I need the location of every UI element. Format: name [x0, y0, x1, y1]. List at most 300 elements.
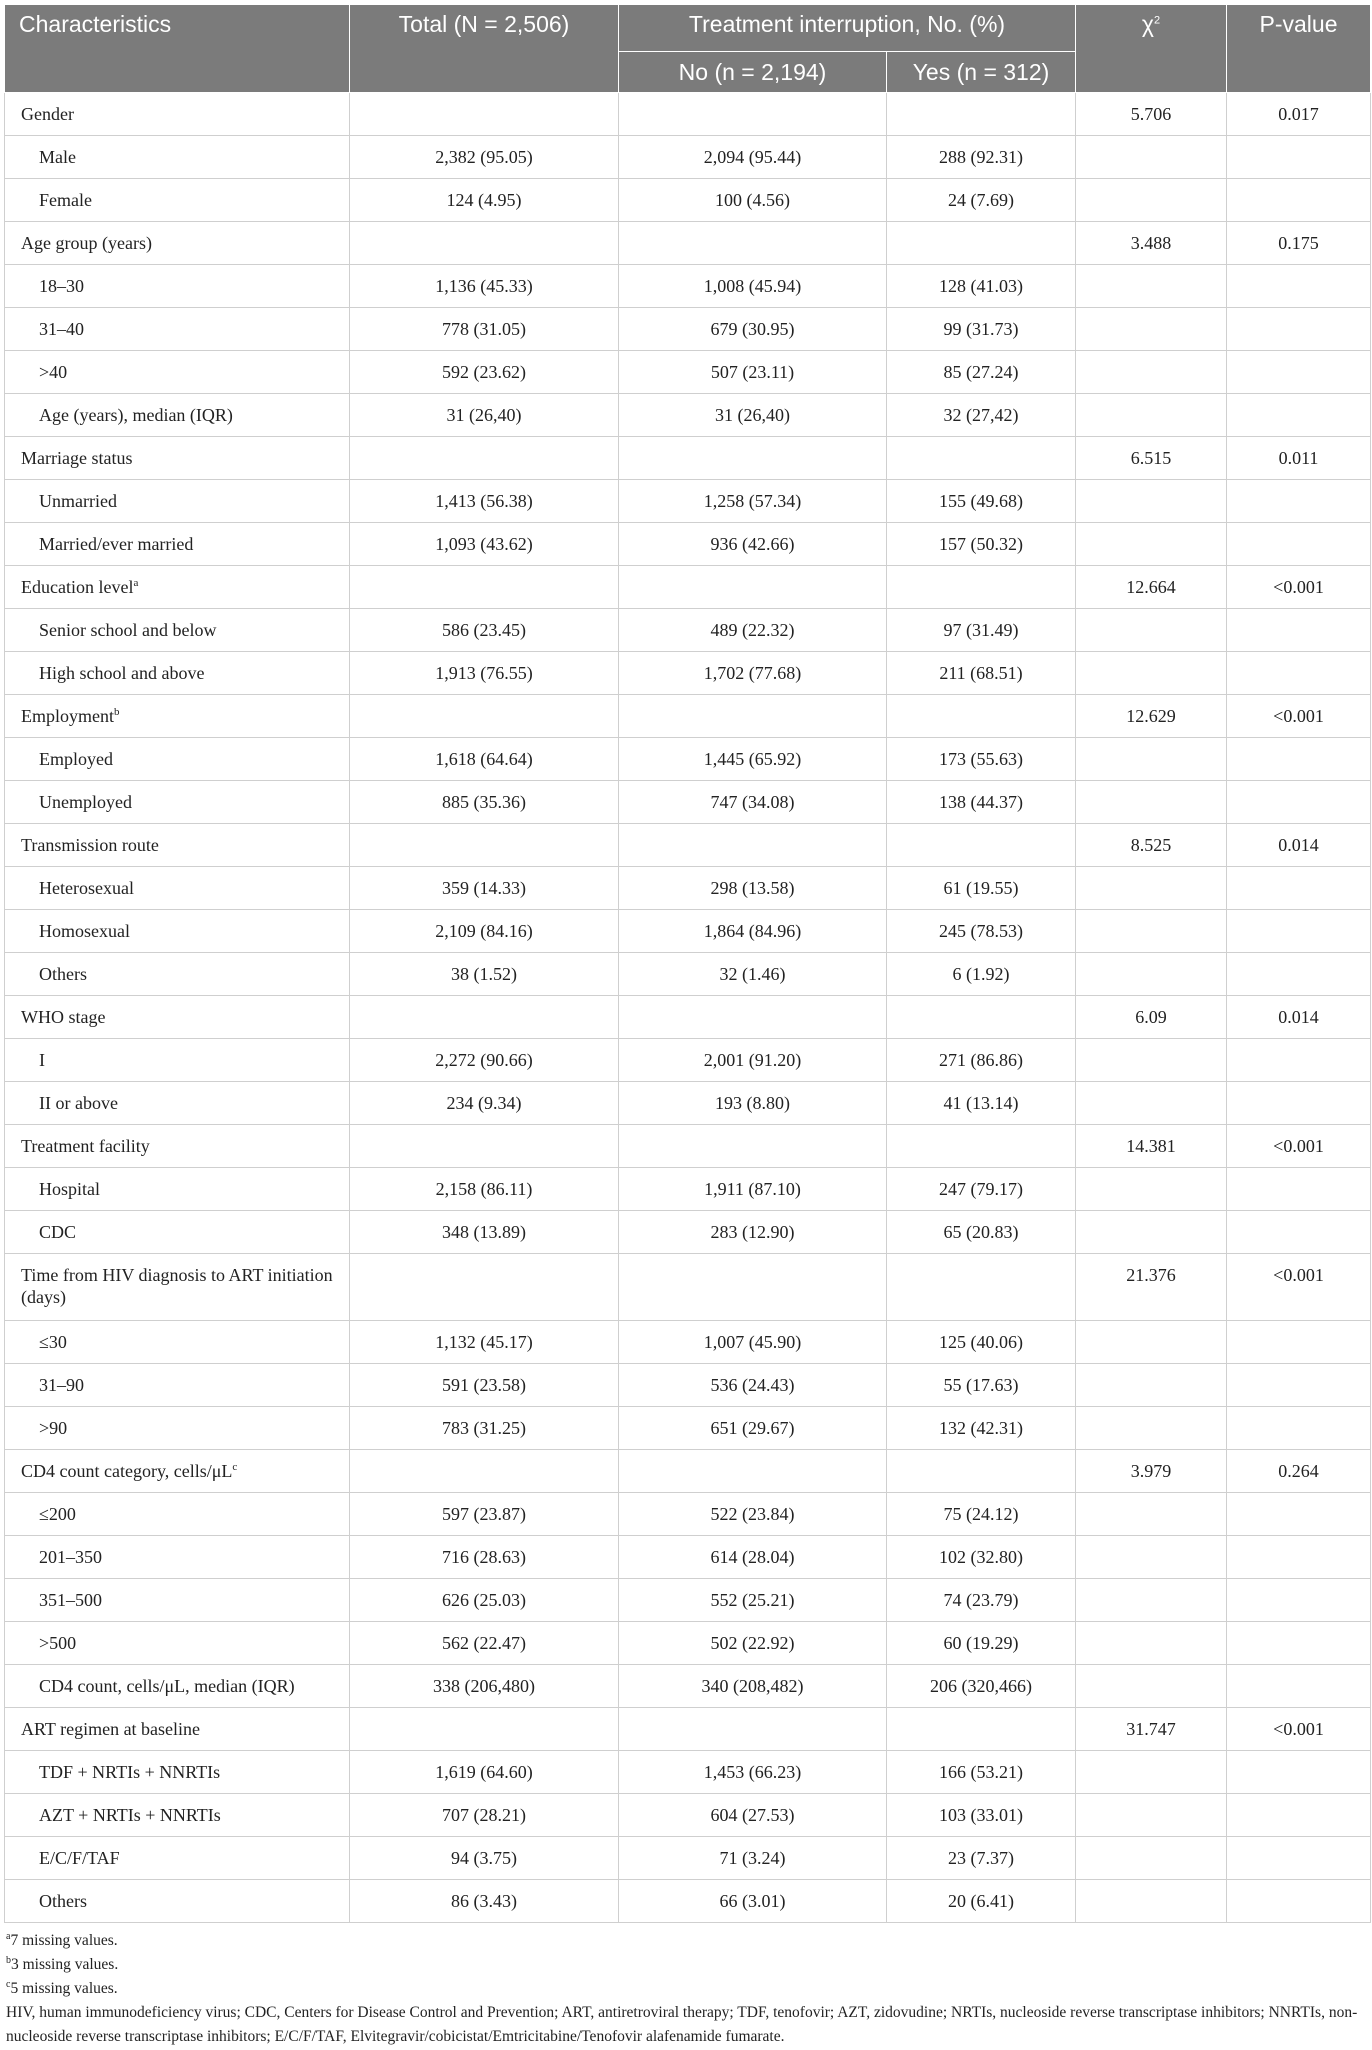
cell-total	[350, 1880, 619, 1923]
cell-no	[619, 1125, 887, 1168]
row-label-value: Employment	[21, 706, 114, 726]
cell-total-text	[350, 1321, 618, 1353]
cell-chi-square-text	[1076, 523, 1226, 533]
cell-chi-square-text	[1076, 1364, 1226, 1374]
table-row	[5, 1493, 1371, 1536]
cell-chi-square-text	[1076, 308, 1226, 318]
cell-no-value: 614 (28.04)	[710, 1547, 795, 1567]
cell-p-value	[1227, 910, 1371, 953]
cell-no-text	[619, 1794, 886, 1826]
cell-total-text	[350, 996, 618, 1006]
cell-yes	[887, 910, 1076, 953]
row-label-value: Homosexual	[39, 921, 130, 941]
row-label-value: TDF + NRTIs + NNRTIs	[39, 1762, 221, 1782]
row-label-value: Hospital	[39, 1179, 100, 1199]
cell-yes	[887, 1321, 1076, 1364]
cell-total	[350, 824, 619, 867]
table-row	[5, 523, 1371, 566]
cell-p-value-value: 0.017	[1278, 104, 1319, 124]
cell-no-text	[619, 824, 886, 834]
cell-total-value: 86 (3.43)	[451, 1891, 517, 1911]
cell-p-value	[1227, 480, 1371, 523]
row-label-value: II or above	[39, 1093, 118, 1113]
cell-chi-square-value: 21.376	[1126, 1265, 1176, 1285]
cell-total-text	[350, 867, 618, 899]
cell-yes	[887, 437, 1076, 480]
row-label-text	[39, 781, 349, 813]
row-label-text	[39, 523, 349, 555]
row-label-value: 351–500	[39, 1590, 102, 1610]
cell-no-text	[619, 1364, 886, 1396]
cell-no-text	[619, 179, 886, 211]
cell-yes-text	[887, 1493, 1075, 1525]
cell-total	[350, 1321, 619, 1364]
footnote	[6, 1977, 1370, 2001]
cell-chi-square	[1076, 609, 1227, 652]
cell-yes	[887, 308, 1076, 351]
cell-p-value	[1227, 1039, 1371, 1082]
cell-p-value	[1227, 996, 1371, 1039]
table-row	[5, 996, 1371, 1039]
cell-no	[619, 1321, 887, 1364]
row-label-value: >500	[39, 1633, 77, 1653]
cell-p-value-text	[1227, 437, 1370, 469]
cell-total-value: 94 (3.75)	[451, 1848, 517, 1868]
cell-total-text	[350, 1450, 618, 1460]
cell-total-text	[350, 1082, 618, 1114]
row-label-value: Age (years), median (IQR)	[39, 405, 233, 425]
row-label-text	[21, 695, 349, 727]
cell-yes-text	[887, 1450, 1075, 1460]
cell-total	[350, 308, 619, 351]
cell-no-text	[619, 910, 886, 942]
cell-no	[619, 824, 887, 867]
cell-no-value: 1,911 (87.10)	[704, 1179, 801, 1199]
cell-chi-square	[1076, 136, 1227, 179]
row-label-value: ART regimen at baseline	[21, 1719, 201, 1739]
cell-no-text	[619, 1125, 886, 1135]
cell-yes-text	[887, 695, 1075, 705]
cell-yes-value: 97 (31.49)	[943, 620, 1019, 640]
cell-chi-square-text	[1076, 781, 1226, 791]
footnote-text: HIV, human immunodeficiency virus; CDC, Centers for Disease Control and Prevention; ART, antiretroviral therapy; TDF, tenofovir; AZT, zidovudine; NRTIs, nucleoside reverse transcriptase inhibitors; NNRTIs, non-nucleoside reverse transcriptase inhibitors; E/C/F/TAF, Elvitegravir/cobicistat/Emtricitabine/Tenofovir alafenamide fumarate.	[6, 2004, 1358, 2045]
cell-total	[350, 1168, 619, 1211]
table-row	[5, 1364, 1371, 1407]
cell-chi-square-value: 31.747	[1126, 1719, 1176, 1739]
row-label	[5, 996, 350, 1039]
cell-no	[619, 480, 887, 523]
cell-chi-square-text	[1076, 566, 1226, 598]
cell-total	[350, 437, 619, 480]
cell-yes-text	[887, 265, 1075, 297]
cell-total-value: 2,382 (95.05)	[435, 147, 533, 167]
cell-yes-text	[887, 437, 1075, 447]
table-row	[5, 222, 1371, 265]
cell-total	[350, 265, 619, 308]
cell-total-value: 124 (4.95)	[446, 190, 522, 210]
cell-yes-value: 85 (27.24)	[943, 362, 1019, 382]
cell-yes-text	[887, 1579, 1075, 1611]
cell-no-text	[619, 1321, 886, 1353]
cell-no	[619, 222, 887, 265]
cell-no	[619, 910, 887, 953]
cell-yes-value: 132 (42.31)	[939, 1418, 1023, 1438]
cell-total-text	[350, 1880, 618, 1912]
row-label-value: Senior school and below	[39, 620, 217, 640]
cell-total	[350, 867, 619, 910]
row-label-value: CDC	[39, 1222, 77, 1242]
row-label-text	[39, 1622, 349, 1654]
cell-chi-square-text	[1076, 179, 1226, 189]
cell-no-value: 1,007 (45.90)	[703, 1332, 802, 1352]
cell-chi-square-text	[1076, 394, 1226, 404]
row-label-text	[39, 1837, 349, 1869]
cell-yes	[887, 1837, 1076, 1880]
cell-no-text	[619, 1665, 886, 1697]
cell-yes-text	[887, 523, 1075, 555]
header-chi-square	[1076, 5, 1227, 93]
cell-yes	[887, 1794, 1076, 1837]
cell-total	[350, 953, 619, 996]
row-label-text	[39, 308, 349, 340]
cell-no	[619, 523, 887, 566]
cell-yes-value: 173 (55.63)	[939, 749, 1023, 769]
cell-no-value: 298 (13.58)	[710, 878, 795, 898]
cell-no-text	[619, 480, 886, 512]
cell-total-text	[350, 93, 618, 103]
cell-no-value: 71 (3.24)	[719, 1848, 786, 1868]
cell-yes	[887, 1622, 1076, 1665]
cell-p-value-value: 0.014	[1278, 835, 1319, 855]
cell-no	[619, 1837, 887, 1880]
row-label	[5, 1321, 350, 1364]
row-label-text	[39, 1665, 349, 1697]
cell-total-text	[350, 1751, 618, 1783]
cell-chi-square	[1076, 265, 1227, 308]
footnote-superscript: a	[6, 1930, 11, 1942]
cell-total	[350, 394, 619, 437]
row-label-value: Time from HIV diagnosis to ART initiation (days)	[21, 1265, 333, 1307]
footnote-superscript: b	[6, 1954, 11, 1966]
cell-total	[350, 1125, 619, 1168]
table-row	[5, 1125, 1371, 1168]
cell-p-value-value: <0.001	[1273, 706, 1324, 726]
row-label-value: Age group (years)	[21, 233, 152, 253]
cell-total	[350, 1450, 619, 1493]
cell-no-text	[619, 1168, 886, 1200]
cell-p-value	[1227, 1579, 1371, 1622]
cell-total-value: 597 (23.87)	[442, 1504, 526, 1524]
row-label-value: 201–350	[39, 1547, 102, 1567]
row-label-value: Others	[39, 964, 87, 984]
cell-p-value	[1227, 1622, 1371, 1665]
cell-chi-square-text	[1076, 480, 1226, 490]
cell-p-value-text	[1227, 1407, 1370, 1417]
row-label	[5, 1168, 350, 1211]
row-label	[5, 1493, 350, 1536]
row-label	[5, 781, 350, 824]
table-row	[5, 179, 1371, 222]
cell-p-value	[1227, 1321, 1371, 1364]
row-label-text	[21, 996, 349, 1028]
cell-total-value: 348 (13.89)	[442, 1222, 526, 1242]
cell-no	[619, 1450, 887, 1493]
table-row	[5, 1837, 1371, 1880]
header-yes: Yes (n = 312)	[887, 52, 1076, 93]
row-label-text	[39, 1493, 349, 1525]
cell-no	[619, 1039, 887, 1082]
cell-yes	[887, 1364, 1076, 1407]
cell-total	[350, 136, 619, 179]
cell-chi-square	[1076, 1364, 1227, 1407]
cell-chi-square	[1076, 824, 1227, 867]
cell-p-value	[1227, 867, 1371, 910]
cell-no-value: 502 (22.92)	[710, 1633, 795, 1653]
cell-no-value: 489 (22.32)	[710, 620, 795, 640]
footnote-text: 5 missing values.	[10, 1980, 118, 1997]
cell-p-value	[1227, 179, 1371, 222]
row-label-value: Heterosexual	[39, 878, 134, 898]
cell-no	[619, 1579, 887, 1622]
cell-yes-value: 20 (6.41)	[948, 1891, 1014, 1911]
cell-p-value-text	[1227, 1211, 1370, 1221]
cell-no	[619, 308, 887, 351]
cell-chi-square-text	[1076, 609, 1226, 619]
cell-chi-square-text	[1076, 1254, 1226, 1286]
cell-yes-text	[887, 308, 1075, 340]
cell-yes-value: 155 (49.68)	[939, 491, 1023, 511]
row-label-text	[39, 609, 349, 641]
cell-p-value-text	[1227, 480, 1370, 490]
cell-no	[619, 1407, 887, 1450]
cell-p-value-text	[1227, 1837, 1370, 1847]
cell-total-value: 2,158 (86.11)	[435, 1179, 533, 1199]
cell-chi-square	[1076, 1536, 1227, 1579]
cell-yes-text	[887, 824, 1075, 834]
cell-no	[619, 1794, 887, 1837]
cell-chi-square	[1076, 1168, 1227, 1211]
cell-chi-square-text	[1076, 1493, 1226, 1503]
row-label-value: 31–40	[39, 319, 84, 339]
cell-no-text	[619, 351, 886, 383]
cell-yes-value: 55 (17.63)	[943, 1375, 1019, 1395]
row-label	[5, 480, 350, 523]
cell-p-value	[1227, 695, 1371, 738]
cell-chi-square-text	[1076, 1321, 1226, 1331]
table-row	[5, 93, 1371, 136]
cell-yes	[887, 824, 1076, 867]
cell-chi-square-text	[1076, 867, 1226, 877]
cell-no-text	[619, 308, 886, 340]
cell-yes-text	[887, 1082, 1075, 1114]
cell-total-value: 562 (22.47)	[442, 1633, 526, 1653]
cell-chi-square-text	[1076, 1794, 1226, 1804]
cell-yes	[887, 738, 1076, 781]
row-label	[5, 1082, 350, 1125]
cell-chi-square-text	[1076, 265, 1226, 275]
row-label-text	[39, 265, 349, 297]
cell-yes-value: 245 (78.53)	[939, 921, 1023, 941]
cell-total-text	[350, 1536, 618, 1568]
cell-no	[619, 1622, 887, 1665]
cell-no	[619, 1082, 887, 1125]
cell-total-value: 1,132 (45.17)	[435, 1332, 533, 1352]
table-row	[5, 351, 1371, 394]
cell-no-text	[619, 1407, 886, 1439]
row-label	[5, 1407, 350, 1450]
cell-p-value	[1227, 738, 1371, 781]
row-label-text	[21, 1254, 349, 1308]
cell-no-text	[619, 1880, 886, 1912]
cell-yes-text	[887, 953, 1075, 985]
row-label	[5, 437, 350, 480]
cell-total-text	[350, 1837, 618, 1869]
cell-chi-square	[1076, 93, 1227, 136]
cell-p-value-value: <0.001	[1273, 1719, 1324, 1739]
row-label-text	[39, 480, 349, 512]
cell-total-text	[350, 1622, 618, 1654]
cell-no	[619, 566, 887, 609]
row-label-text	[39, 1364, 349, 1396]
header-chi-superscript: 2	[1153, 14, 1161, 27]
cell-chi-square	[1076, 1751, 1227, 1794]
cell-no	[619, 1751, 887, 1794]
cell-total-value: 591 (23.58)	[442, 1375, 526, 1395]
cell-yes	[887, 1082, 1076, 1125]
cell-p-value-text	[1227, 1168, 1370, 1178]
cell-total-text	[350, 1364, 618, 1396]
footnote-text: 3 missing values.	[11, 1956, 119, 1973]
row-label-value: E/C/F/TAF	[39, 1848, 120, 1868]
cell-total-text	[350, 179, 618, 211]
cell-chi-square-text	[1076, 1536, 1226, 1546]
cell-total	[350, 996, 619, 1039]
cell-yes-text	[887, 1364, 1075, 1396]
cell-yes	[887, 1407, 1076, 1450]
cell-total-value: 31 (26,40)	[446, 405, 522, 425]
cell-yes	[887, 1493, 1076, 1536]
row-label	[5, 136, 350, 179]
cell-total-text	[350, 1168, 618, 1200]
cell-yes-value: 61 (19.55)	[943, 878, 1019, 898]
cell-total-text	[350, 1254, 618, 1264]
cell-no-value: 100 (4.56)	[715, 190, 790, 210]
cell-no	[619, 609, 887, 652]
cell-yes-text	[887, 652, 1075, 684]
cell-yes	[887, 566, 1076, 609]
cell-p-value	[1227, 265, 1371, 308]
cell-yes-value: 103 (33.01)	[939, 1805, 1023, 1825]
cell-chi-square	[1076, 1837, 1227, 1880]
row-label-text	[21, 93, 349, 125]
table-row	[5, 1211, 1371, 1254]
cell-total-value: 716 (28.63)	[442, 1547, 526, 1567]
cell-p-value	[1227, 1407, 1371, 1450]
row-label	[5, 1751, 350, 1794]
cell-chi-square	[1076, 1665, 1227, 1708]
row-label-value: Treatment facility	[21, 1136, 150, 1156]
cell-no-value: 747 (34.08)	[710, 792, 795, 812]
table-row	[5, 1665, 1371, 1708]
cell-total	[350, 1364, 619, 1407]
cell-yes	[887, 781, 1076, 824]
cell-no-text	[619, 1493, 886, 1525]
cell-total	[350, 1082, 619, 1125]
cell-chi-square	[1076, 1880, 1227, 1923]
row-label	[5, 566, 350, 609]
cell-no-value: 2,094 (95.44)	[703, 147, 802, 167]
table-row	[5, 652, 1371, 695]
cell-no-text	[619, 738, 886, 770]
table-row	[5, 1321, 1371, 1364]
cell-total-text	[350, 1039, 618, 1071]
cell-yes	[887, 222, 1076, 265]
row-label-text	[21, 566, 349, 598]
row-label	[5, 738, 350, 781]
row-label-text	[39, 652, 349, 684]
table-row	[5, 1450, 1371, 1493]
cell-p-value-value: <0.001	[1273, 1265, 1324, 1285]
row-label	[5, 1794, 350, 1837]
row-label-text	[39, 1751, 349, 1783]
cell-total-value: 885 (35.36)	[442, 792, 526, 812]
cell-chi-square-value: 3.488	[1130, 233, 1172, 253]
row-label	[5, 652, 350, 695]
cell-p-value-text	[1227, 1708, 1370, 1740]
row-label-value: Male	[39, 147, 76, 167]
cell-no-text	[619, 1039, 886, 1071]
cell-total-text	[350, 394, 618, 426]
cell-yes-value: 102 (32.80)	[939, 1547, 1023, 1567]
cell-yes	[887, 1254, 1076, 1321]
row-label	[5, 523, 350, 566]
cell-no-text	[619, 1708, 886, 1718]
cell-yes	[887, 1125, 1076, 1168]
cell-p-value-text	[1227, 1082, 1370, 1092]
cell-chi-square	[1076, 1254, 1227, 1321]
cell-yes-value: 24 (7.69)	[948, 190, 1014, 210]
cell-yes-text	[887, 222, 1075, 232]
cell-total-value: 1,093 (43.62)	[435, 534, 533, 554]
row-label-text	[39, 1082, 349, 1114]
table-row	[5, 1082, 1371, 1125]
row-label-value: Transmission route	[21, 835, 159, 855]
cell-yes-text	[887, 1211, 1075, 1243]
cell-yes-text	[887, 480, 1075, 512]
cell-yes	[887, 523, 1076, 566]
cell-chi-square	[1076, 1579, 1227, 1622]
cell-chi-square-value: 6.515	[1130, 448, 1172, 468]
row-label-value: WHO stage	[21, 1007, 106, 1027]
row-label-value: Education level	[21, 577, 134, 597]
cell-chi-square	[1076, 480, 1227, 523]
table-row	[5, 308, 1371, 351]
cell-no	[619, 93, 887, 136]
cell-p-value-text	[1227, 394, 1370, 404]
table-row	[5, 394, 1371, 437]
cell-yes-text	[887, 394, 1075, 426]
table-footnotes	[4, 1929, 1370, 2049]
cell-total	[350, 480, 619, 523]
cell-total	[350, 609, 619, 652]
characteristics-table	[4, 4, 1371, 1923]
cell-p-value	[1227, 1125, 1371, 1168]
cell-yes-text	[887, 1321, 1075, 1353]
row-label	[5, 308, 350, 351]
cell-no-value: 1,008 (45.94)	[703, 276, 802, 296]
row-label-value: >40	[39, 362, 68, 382]
row-label	[5, 1125, 350, 1168]
